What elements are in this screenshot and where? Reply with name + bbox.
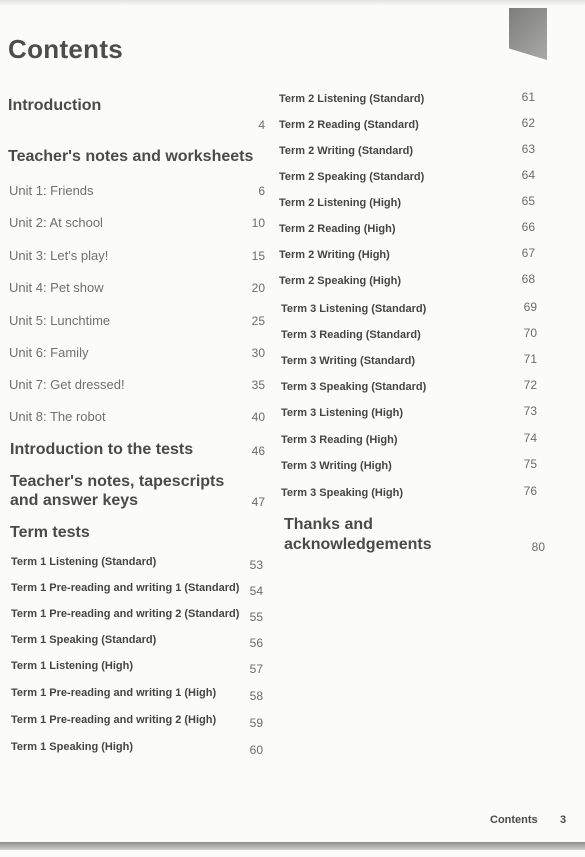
toc-entry-page: 35 <box>251 378 265 392</box>
toc-entry-label: Unit 5: Lunchtime <box>9 313 111 328</box>
toc-entry-page: 47 <box>251 495 265 509</box>
toc-entry-label: Term 3 Reading (Standard) <box>281 329 421 341</box>
toc-entry-label: Unit 1: Friends <box>9 183 94 198</box>
toc-entry-label: Term 3 Speaking (Standard) <box>281 381 427 393</box>
toc-entry-label: Term 2 Speaking (Standard) <box>279 171 425 183</box>
toc-entry-page: 76 <box>523 484 537 498</box>
toc-entry-label: Term 2 Reading (Standard) <box>279 119 419 131</box>
toc-entry-page: 6 <box>258 184 265 198</box>
toc-entry-page: 62 <box>521 116 535 130</box>
toc-entry-page: 74 <box>523 431 537 445</box>
toc-entry-page: 55 <box>249 610 263 624</box>
toc-section-label: Teacher's notes and worksheets <box>8 148 254 165</box>
corner-tab <box>509 8 547 60</box>
toc-entry-page: 65 <box>521 194 535 208</box>
page-edge-shadow <box>0 0 585 6</box>
toc-entry-page: 67 <box>521 246 535 260</box>
toc-entry-label-line1: Teacher's notes, tapescripts <box>10 473 225 490</box>
page-bottom-edge <box>0 842 585 850</box>
toc-entry-page: 10 <box>251 216 265 230</box>
toc-entry-label: Term 1 Speaking (Standard) <box>11 634 157 646</box>
toc-entry-page: 59 <box>249 716 263 730</box>
toc-entry-page: 72 <box>523 378 537 392</box>
toc-entry-label: Term 3 Listening (High) <box>281 407 404 419</box>
toc-entry-label: Term 3 Speaking (High) <box>281 487 404 499</box>
toc-entry-page: 4 <box>258 118 265 132</box>
toc-entry-page: 69 <box>523 300 537 314</box>
toc-entry-page: 56 <box>249 636 263 650</box>
toc-entry-page: 66 <box>521 220 535 234</box>
toc-entry-label: Term 1 Pre-reading and writing 2 (Standard) <box>11 608 240 620</box>
toc-entry-label: Introduction to the tests <box>10 441 194 458</box>
toc-entry-page: 40 <box>251 410 265 424</box>
toc-entry-page: 71 <box>523 352 537 366</box>
toc-entry-label: Unit 8: The robot <box>9 409 106 424</box>
page-number: 3 <box>560 814 567 826</box>
toc-entry-label: Unit 2: At school <box>9 215 103 230</box>
toc-entry-label: Introduction <box>8 97 102 114</box>
toc-entry-label: Unit 4: Pet show <box>9 280 104 295</box>
toc-entry-label: Term 1 Pre-reading and writing 1 (Standard) <box>11 582 240 594</box>
toc-entry-label: Term 3 Listening (Standard) <box>281 303 427 315</box>
toc-entry-label: Term 2 Reading (High) <box>279 223 396 235</box>
toc-entry-label: Term 1 Pre-reading and writing 1 (High) <box>11 687 217 699</box>
toc-entry-page: 58 <box>249 689 263 703</box>
toc-entry-page: 57 <box>249 662 263 676</box>
toc-entry-page: 20 <box>251 281 265 295</box>
toc-entry-page: 68 <box>521 272 535 286</box>
toc-entry-page: 53 <box>249 558 263 572</box>
toc-entry-page: 60 <box>249 743 263 757</box>
toc-entry-label: Unit 6: Family <box>9 345 89 360</box>
toc-entry-label: Term 2 Listening (High) <box>279 197 402 209</box>
toc-entry-label: Term 1 Listening (High) <box>11 660 134 672</box>
toc-entry-label: Unit 7: Get dressed! <box>9 377 125 392</box>
toc-entry-label-line2: and answer keys <box>10 492 139 509</box>
toc-entry-label: Term 2 Speaking (High) <box>279 275 402 287</box>
toc-entry-label: Term 3 Writing (High) <box>281 460 392 472</box>
toc-entry-page: 30 <box>251 346 265 360</box>
toc-entry-page: 54 <box>249 584 263 598</box>
toc-entry-label-line1: Thanks and <box>284 516 373 533</box>
toc-entry-label: Term 2 Writing (High) <box>279 249 390 261</box>
toc-entry-label: Term 1 Pre-reading and writing 2 (High) <box>11 714 217 726</box>
toc-entry-page: 63 <box>521 142 535 156</box>
toc-entry-label: Term 1 Speaking (High) <box>11 741 134 753</box>
toc-entry-page: 75 <box>523 457 537 471</box>
toc-entry-page: 15 <box>251 249 265 263</box>
toc-entry-label: Term 1 Listening (Standard) <box>11 556 157 568</box>
toc-entry-label: Term 2 Writing (Standard) <box>279 145 414 157</box>
toc-entry-page: 70 <box>523 326 537 340</box>
footer-label: Contents <box>490 814 538 826</box>
toc-entry-label: Term 3 Writing (Standard) <box>281 355 416 367</box>
toc-entry-label-line2: acknowledgements <box>284 536 432 553</box>
toc-entry-page: 46 <box>251 444 265 458</box>
toc-entry-label: Term 3 Reading (High) <box>281 434 398 446</box>
toc-entry-label: Unit 3: Let's play! <box>9 248 109 263</box>
toc-entry-page: 25 <box>251 314 265 328</box>
toc-entry-page: 61 <box>521 90 535 104</box>
toc-entry-page: 80 <box>531 540 545 554</box>
page-title: Contents <box>8 34 124 64</box>
toc-section-label: Term tests <box>10 524 90 541</box>
toc-entry-label: Term 2 Listening (Standard) <box>279 93 425 105</box>
toc-entry-page: 73 <box>523 404 537 418</box>
toc-entry-page: 64 <box>521 168 535 182</box>
